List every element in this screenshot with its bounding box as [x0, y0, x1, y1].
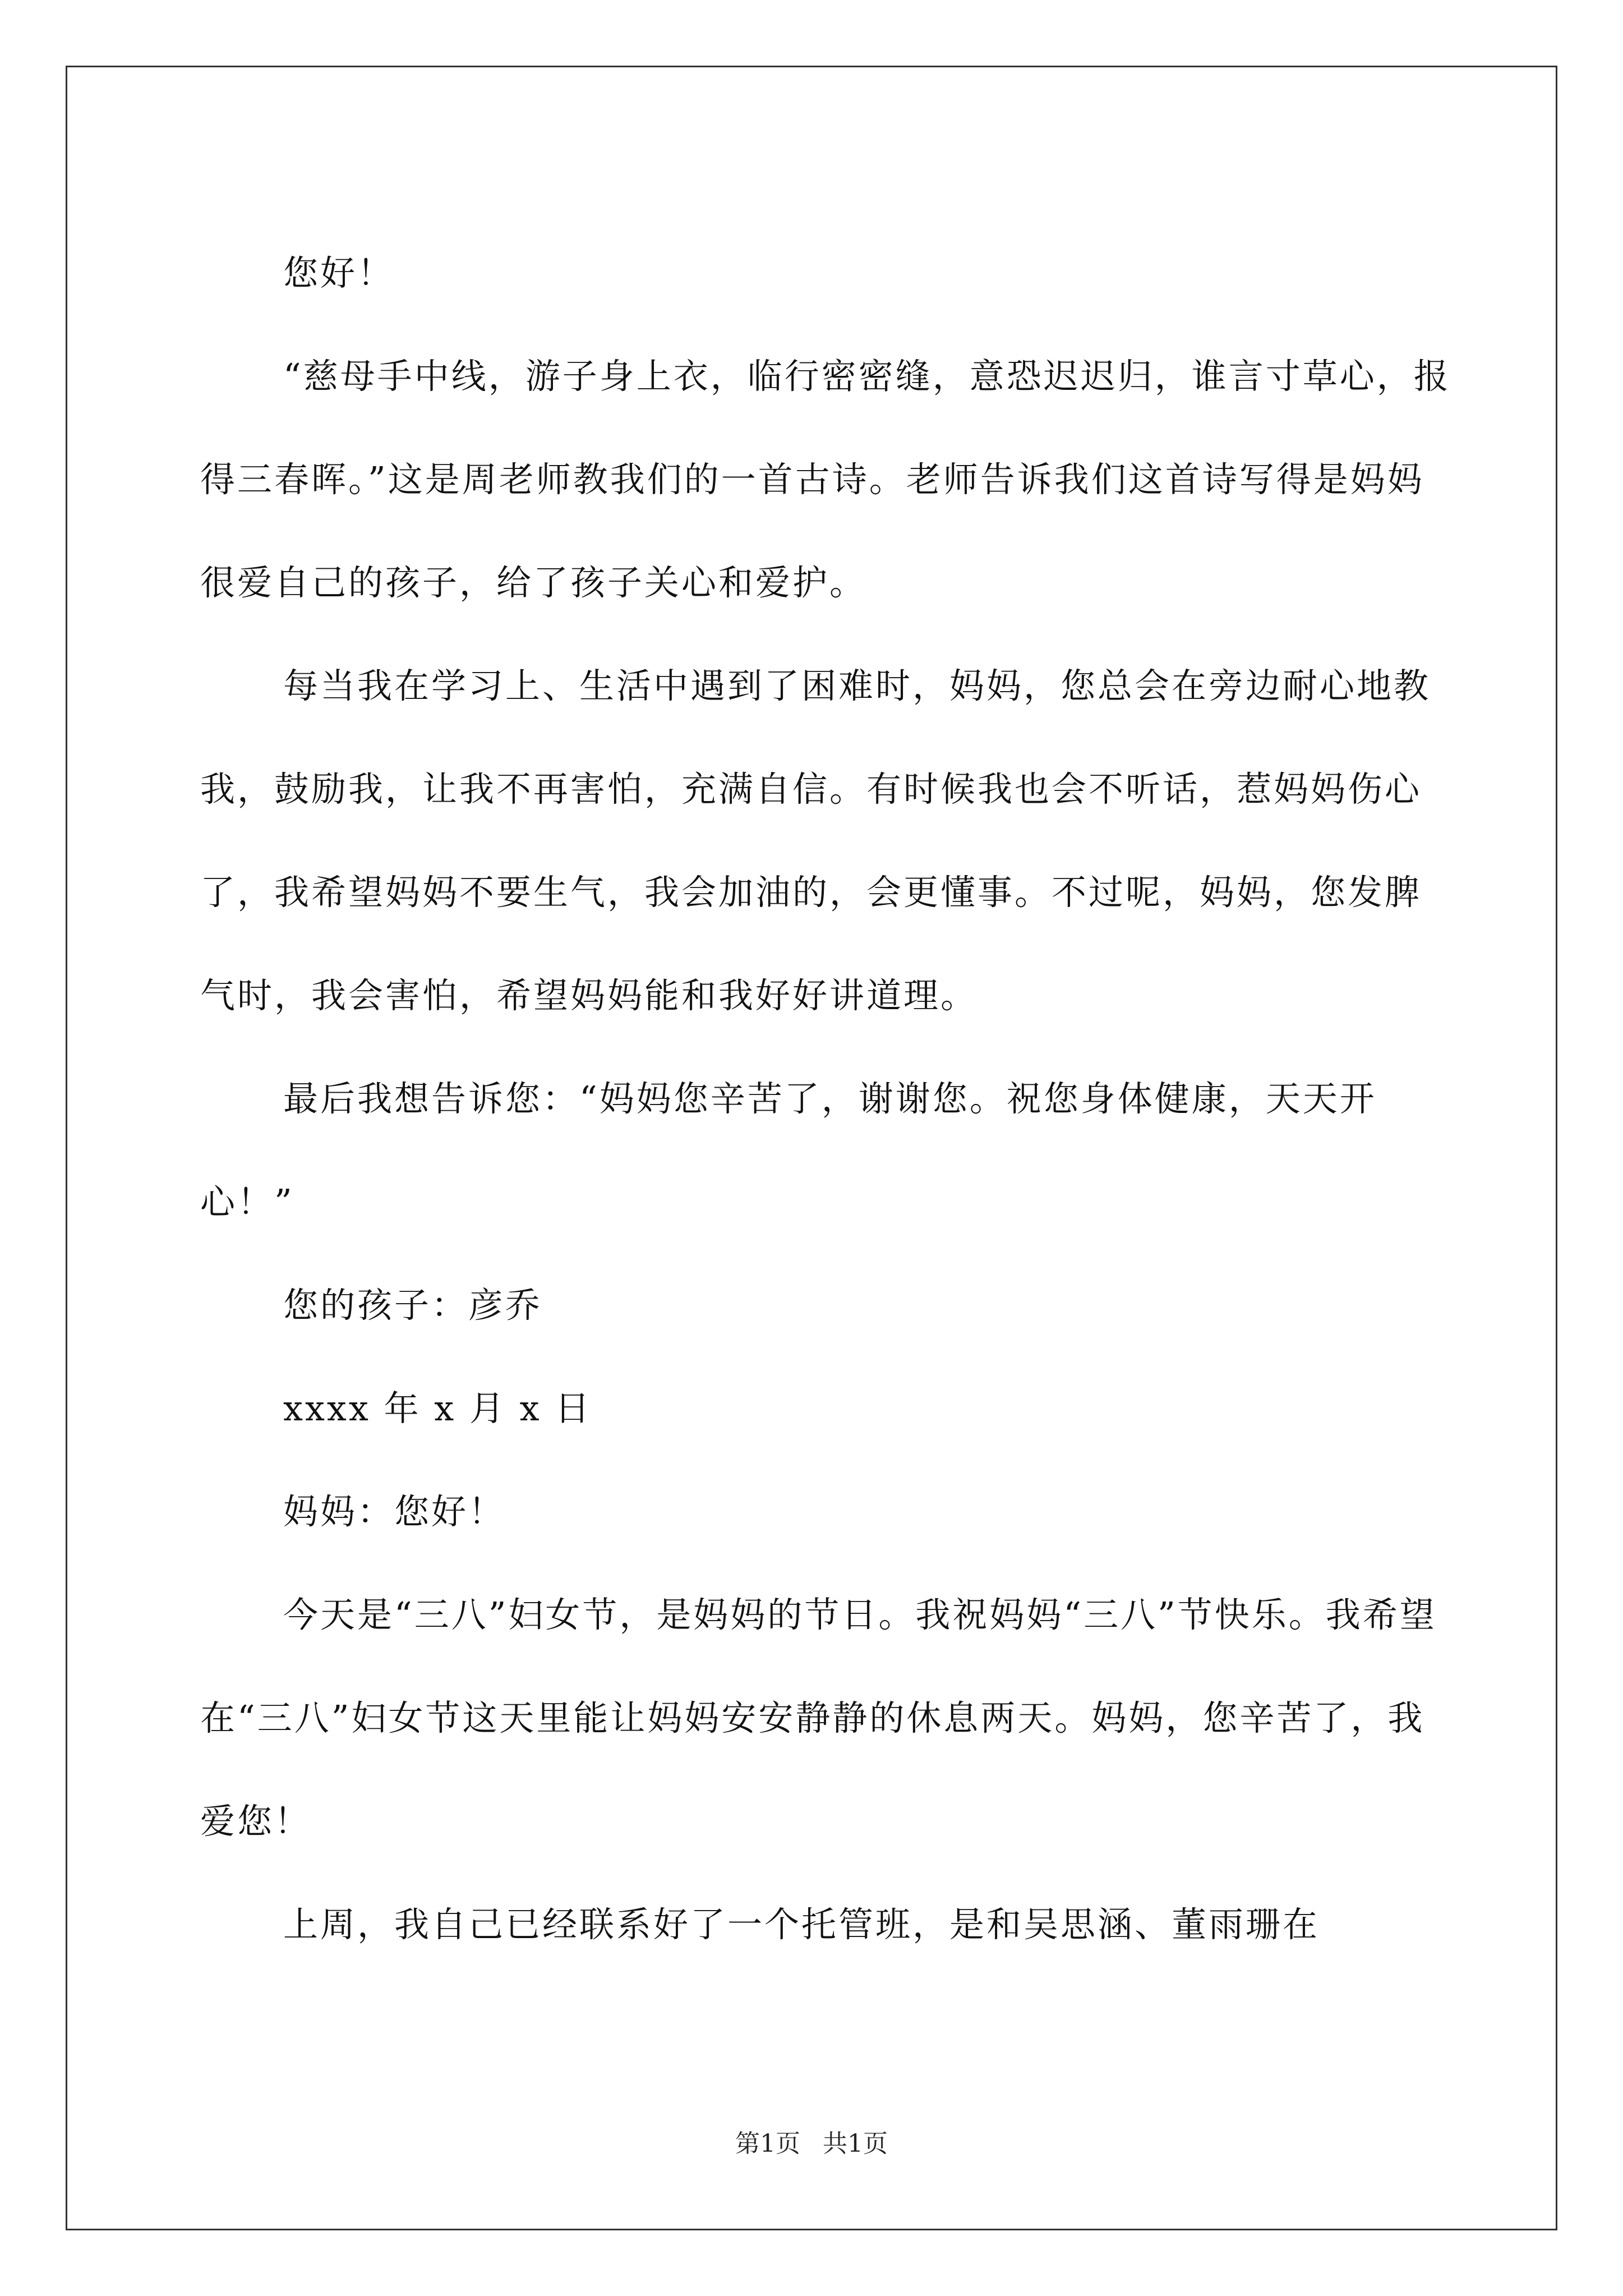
closing-paragraph: 最后我想告诉您：“妈妈您辛苦了，谢谢您。祝您身体健康，天天开心！” [200, 1078, 1377, 1222]
poem-paragraph: “慈母手中线，游子身上衣，临行密密缝，意恐迟迟归，谁言寸草心，报得三春晖。”这是周老师教我们的一首古诗。老师告诉我们这首诗写得是妈妈很爱自己的孩子，给了孩子关心和爱护。 [200, 356, 1451, 603]
page-number-total: 共1页 [823, 2129, 888, 2158]
signature-line: 您的孩子：彦乔 [283, 1285, 543, 1326]
greeting-paragraph: 您好！ [283, 252, 395, 293]
last-paragraph: 上周，我自己已经联系好了一个托管班，是和吴思涵、董雨珊在 [283, 1904, 1320, 1945]
womens-day-paragraph: 今天是“三八”妇女节，是妈妈的节日。我祝妈妈“三八”节快乐。我希望在“三八”妇女节这天里能让妈妈安安静静的休息两天。妈妈，您辛苦了，我爱您！ [200, 1594, 1437, 1842]
page-footer [0, 2123, 1623, 2159]
body-paragraph: 每当我在学习上、生活中遇到了困难时，妈妈，您总会在旁边耐心地教我，鼓励我，让我不再害怕，充满自信。有时候我也会不听话，惹妈妈伤心了，我希望妈妈不要生气，我会加油的，会更懂事。不过呢，妈妈，您发脾气时，我会害怕，希望妈妈能和我好好讲道理。 [200, 665, 1431, 1016]
second-greeting-paragraph: 妈妈：您好！ [283, 1491, 506, 1532]
date-line: xxxx 年 x 月 x 日 [283, 1388, 592, 1429]
letter-body [200, 222, 1456, 1976]
page-number-current: 第1页 [735, 2129, 800, 2158]
